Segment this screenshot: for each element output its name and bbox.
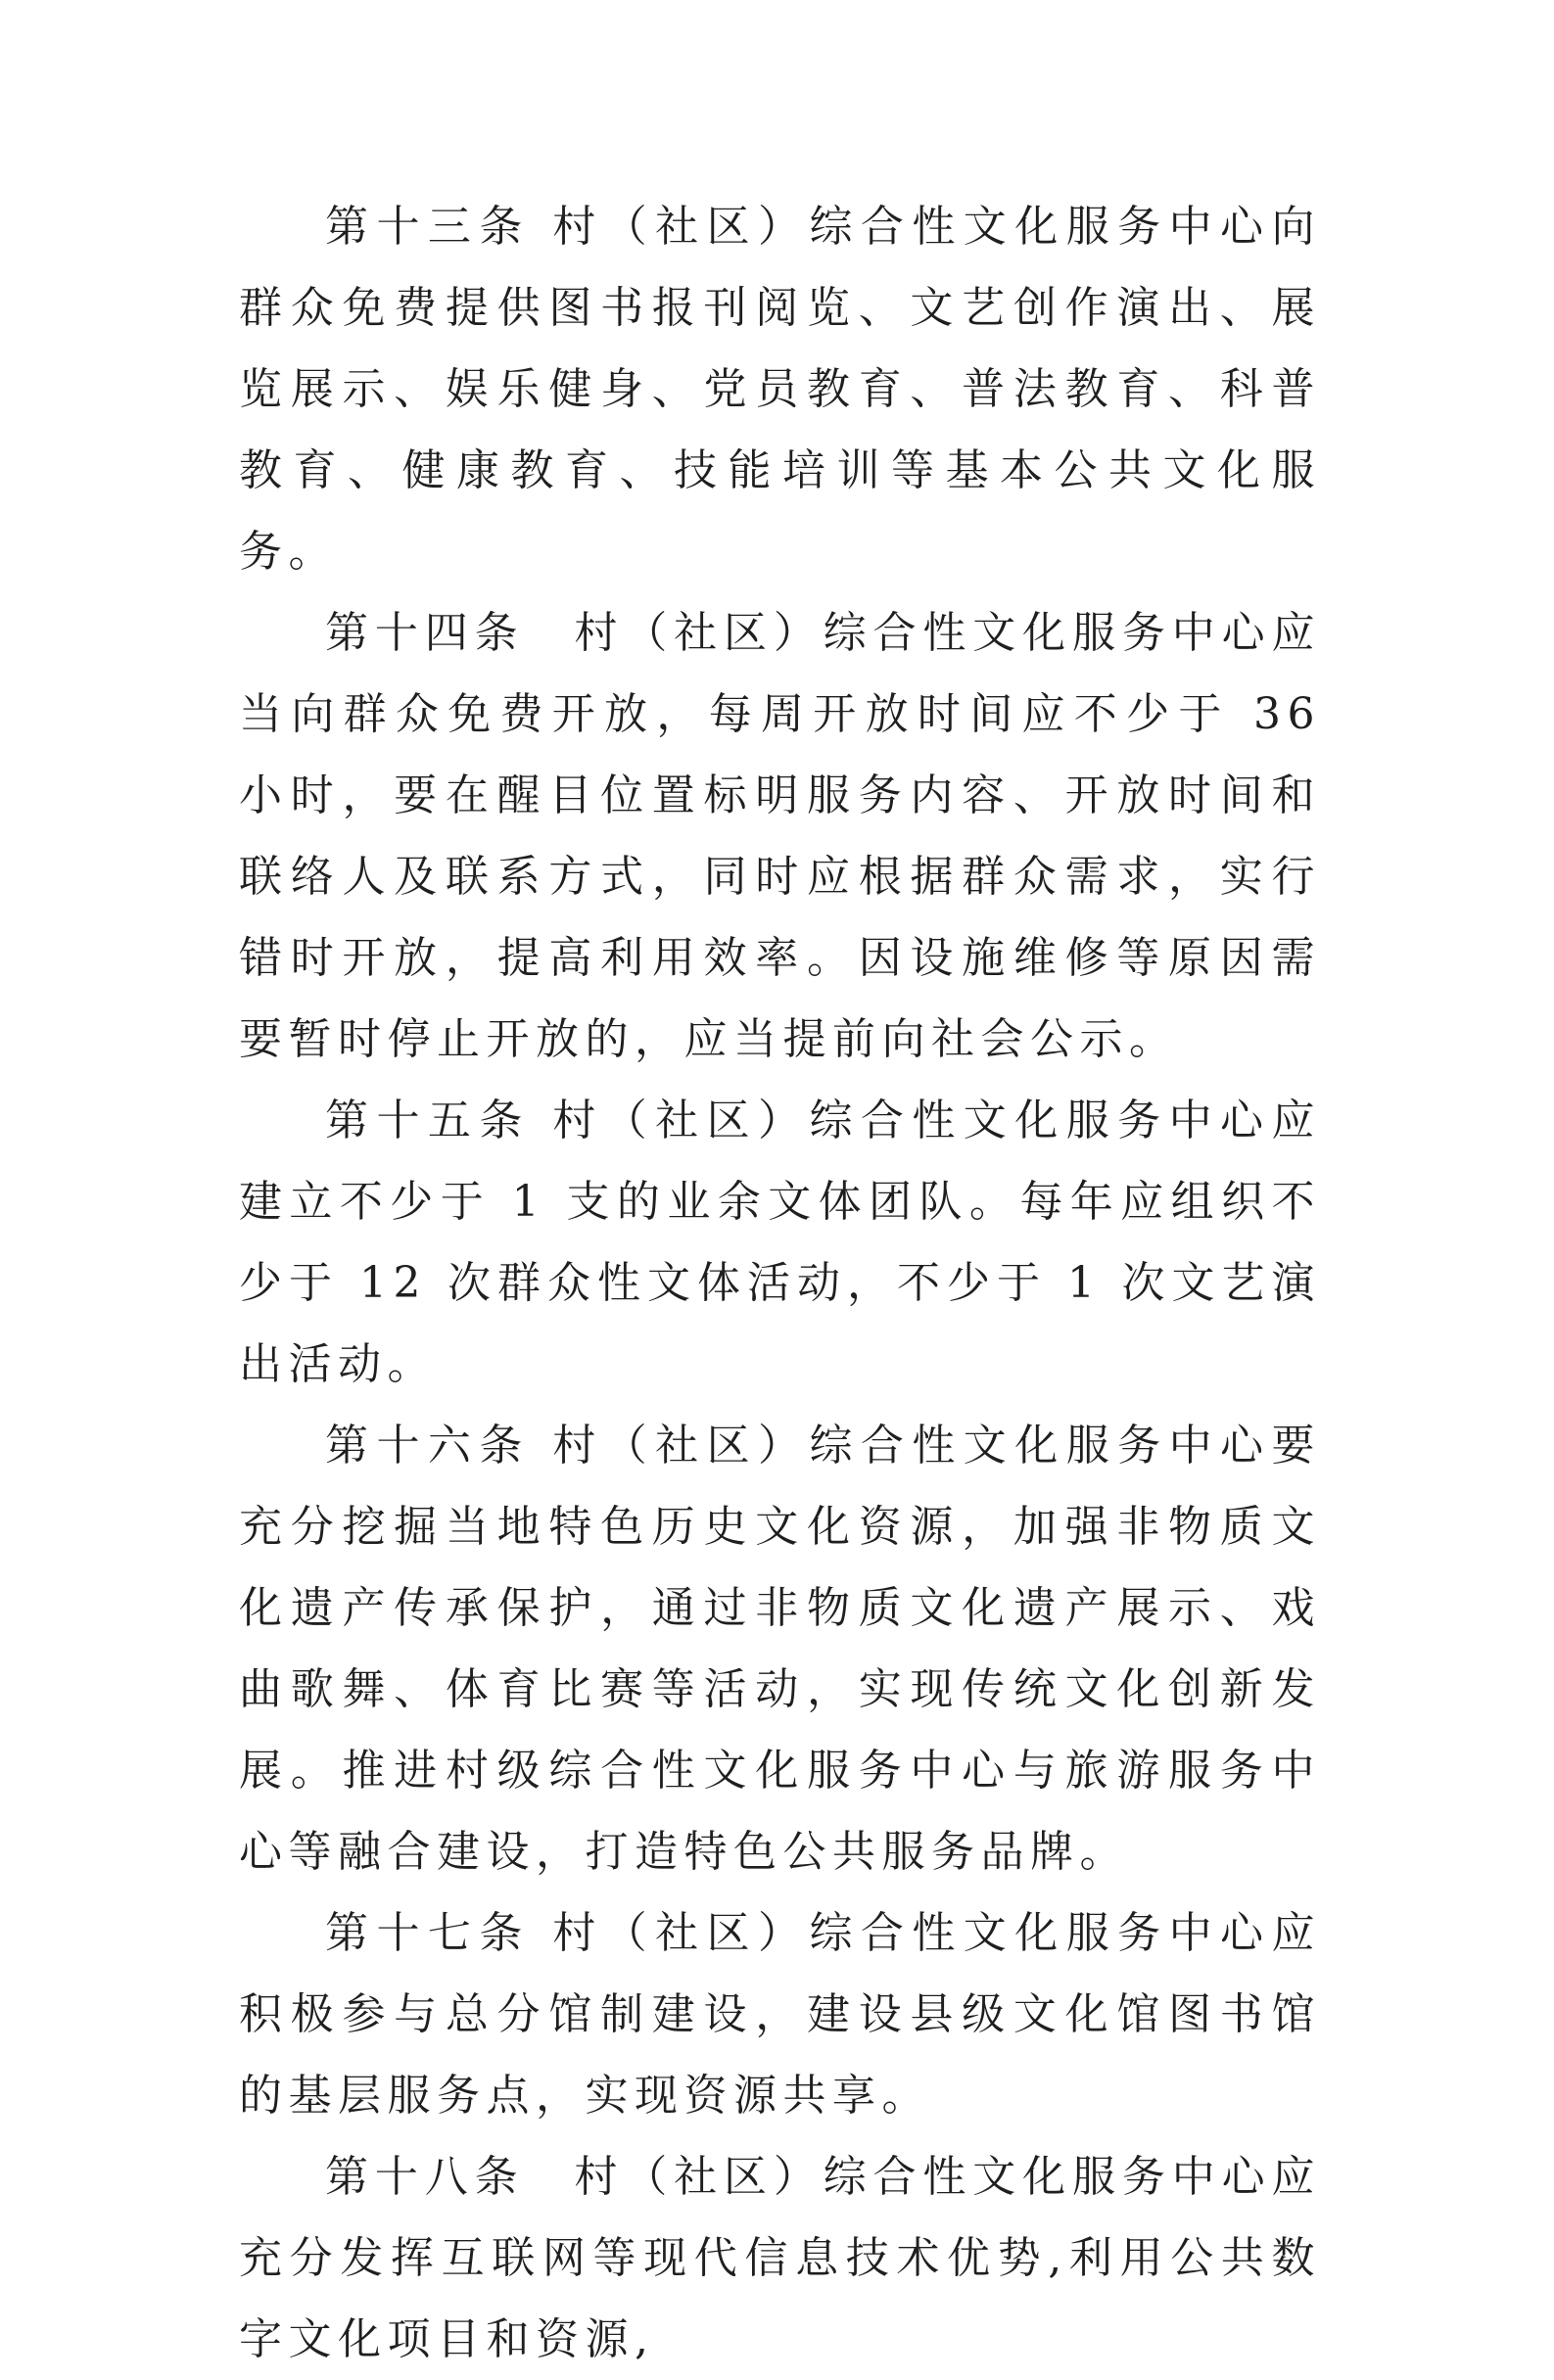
article-13: 第十三条 村（社区）综合性文化服务中心向群众免费提供图书报刊阅览、文艺创作演出、展览展示、娱乐健身、党员教育、普法教育、科普教育、健康教育、技能培训等基本公共文化服务。 bbox=[239, 202, 1321, 577]
article-15: 第十五条 村（社区）综合性文化服务中心应建立不少于 1 支的业余文体团队。每年应组织不少于 12 次群众性文体活动，不少于 1 次文艺演出活动。 bbox=[239, 1096, 1321, 1389]
article-14: 第十四条 村（社区）综合性文化服务中心应当向群众免费开放，每周开放时间应不少于 36 小时，要在醒目位置标明服务内容、开放时间和联络人及联系方式，同时应根据群众需求，实行错时开放，提高利用效率。因设施维修等原因需要暂时停止开放的，应当提前向社会公示。 bbox=[239, 608, 1321, 1064]
article-18: 第十八条 村（社区）综合性文化服务中心应充分发挥互联网等现代信息技术优势,利用公共数字文化项目和资源, bbox=[239, 2152, 1321, 2364]
article-17: 第十七条 村（社区）综合性文化服务中心应积极参与总分馆制建设，建设县级文化馆图书馆的基层服务点，实现资源共享。 bbox=[239, 1908, 1321, 2121]
document-body bbox=[239, 186, 1321, 2380]
article-16: 第十六条 村（社区）综合性文化服务中心要充分挖掘当地特色历史文化资源，加强非物质文化遗产传承保护，通过非物质文化遗产展示、戏曲歌舞、体育比赛等活动，实现传统文化创新发展。推进村级综合性文化服务中心与旅游服务中心等融合建设，打造特色公共服务品牌。 bbox=[239, 1421, 1321, 1877]
